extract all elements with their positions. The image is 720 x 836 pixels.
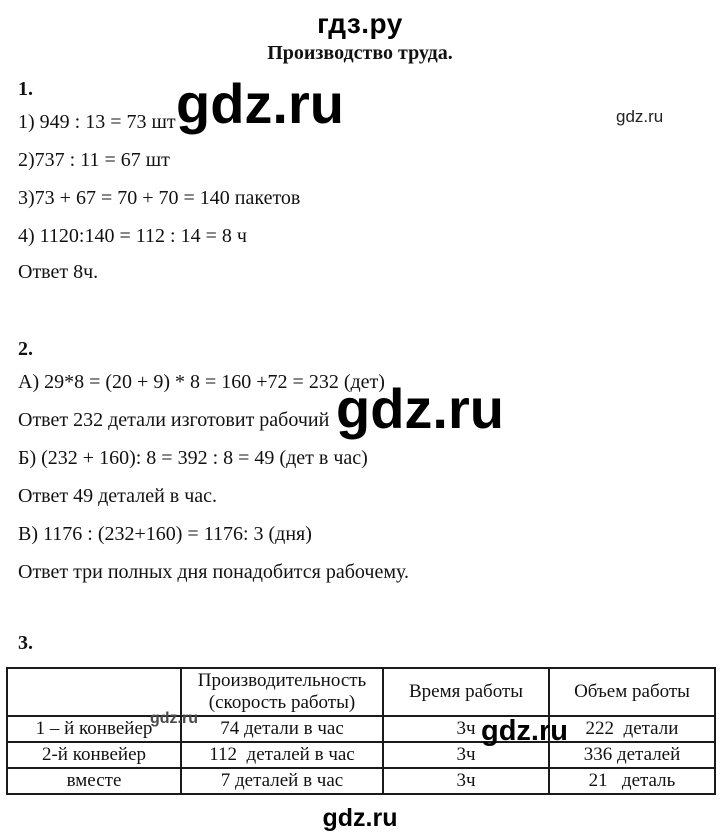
problem-2-answer: Ответ 232 детали изготовит рабочий bbox=[18, 409, 330, 431]
cell-volume: 21 деталь bbox=[549, 768, 715, 794]
gdz-watermark-large: gdz.ru bbox=[176, 72, 344, 135]
row-label: 2-й конвейер bbox=[7, 742, 181, 768]
page-title: Производство труда. bbox=[267, 42, 453, 64]
gdz-watermark-table-bold: gdz.ru bbox=[481, 715, 568, 747]
problem-1-answer: Ответ 8ч. bbox=[18, 261, 99, 283]
table-header-volume: Объем работы bbox=[549, 668, 715, 716]
problem-1-line: 4) 1120:140 = 112 : 14 = 8 ч bbox=[18, 225, 247, 247]
gdz-watermark-small: gdz.ru bbox=[616, 107, 664, 126]
problem-2-answer: Ответ три полных дня понадобится рабочему. bbox=[18, 561, 409, 583]
problem-1-line: 3)73 + 67 = 70 + 70 = 140 пакетов bbox=[18, 187, 301, 209]
cell-time: 3ч bbox=[383, 742, 549, 768]
cell-time: 3ч bbox=[383, 768, 549, 794]
work-rate-table bbox=[6, 667, 716, 795]
problem-2-line: В) 1176 : (232+160) = 1176: 3 (дня) bbox=[18, 523, 312, 545]
problem-1-line: 1) 949 : 13 = 73 шт bbox=[18, 111, 176, 133]
table-header-productivity: Производительность (скорость работы) bbox=[181, 668, 383, 716]
cell-time: 3ч bbox=[383, 716, 549, 742]
gdz-watermark-large: gdz.ru bbox=[336, 377, 504, 440]
gdz-watermark-table-grey: gdz.ru bbox=[150, 710, 198, 727]
row-label: вместе bbox=[7, 768, 181, 794]
cell-volume: 222 детали bbox=[549, 716, 715, 742]
cell-productivity: 74 детали в час bbox=[181, 716, 383, 742]
problem-2-answer: Ответ 49 деталей в час. bbox=[18, 485, 218, 507]
footer-watermark: gdz.ru bbox=[322, 804, 398, 832]
problem-2-line: А) 29*8 = (20 + 9) * 8 = 160 +72 = 232 (дет) bbox=[18, 371, 385, 393]
table-header-row bbox=[7, 668, 715, 716]
table-row bbox=[7, 716, 715, 742]
problem-2-line: Б) (232 + 160): 8 = 392 : 8 = 49 (дет в час) bbox=[18, 447, 368, 469]
table-header-empty bbox=[7, 668, 181, 716]
problem-3-number: 3. bbox=[18, 632, 33, 654]
cell-productivity: 7 деталей в час bbox=[181, 768, 383, 794]
row-label: 1 – й конвейер bbox=[7, 716, 181, 742]
site-logo: гдз.ру bbox=[317, 8, 403, 39]
table-row bbox=[7, 768, 715, 794]
problem-2-number: 2. bbox=[18, 338, 33, 360]
cell-volume: 336 деталей bbox=[549, 742, 715, 768]
table-row bbox=[7, 742, 715, 768]
problem-1-line: 2)737 : 11 = 67 шт bbox=[18, 149, 170, 171]
table-header-time: Время работы bbox=[383, 668, 549, 716]
cell-productivity: 112 деталей в час bbox=[181, 742, 383, 768]
problem-1-number: 1. bbox=[18, 78, 33, 100]
